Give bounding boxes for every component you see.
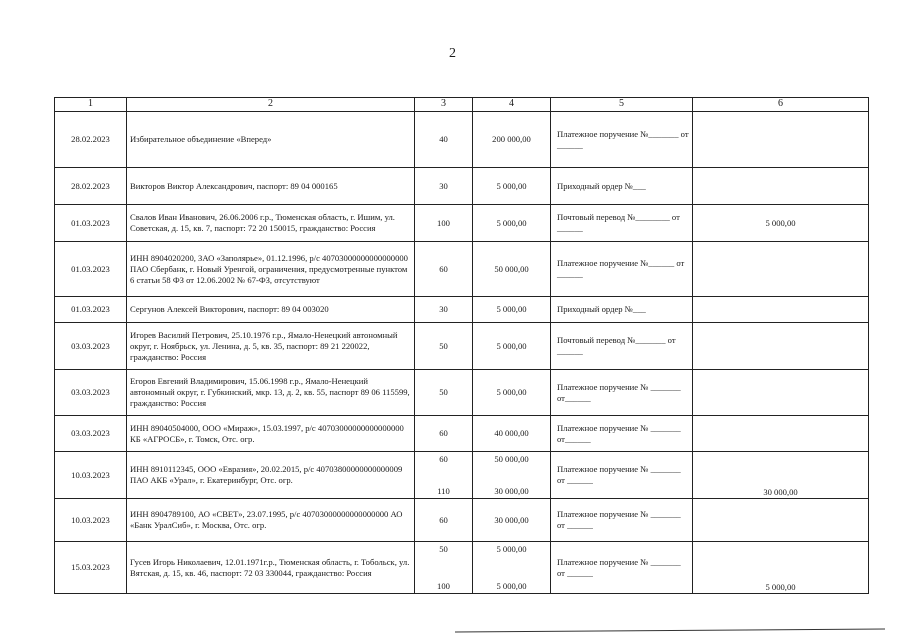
code-cell-value: 110	[437, 485, 450, 496]
code-cell: 50	[415, 370, 473, 416]
date-cell: 03.03.2023	[55, 416, 127, 452]
table-row	[55, 112, 869, 168]
ledger-header	[55, 98, 869, 112]
amount-cell-value: 30 000,00	[494, 485, 529, 496]
document-cell: Почтовый перевод №_______ от ______	[551, 323, 693, 370]
code-cell: 60	[415, 499, 473, 542]
table-row	[55, 542, 869, 594]
refund-cell	[693, 499, 869, 542]
code-cell: 50	[415, 323, 473, 370]
amount-cell: 5 000,00	[473, 297, 551, 323]
bottom-rule	[455, 628, 885, 632]
amount-cell-value: 5 000,00	[496, 580, 527, 591]
table-row	[55, 205, 869, 242]
col-header: 1	[55, 98, 127, 112]
table-row	[55, 499, 869, 542]
table-row	[55, 323, 869, 370]
refund-cell	[693, 242, 869, 297]
code-cell	[415, 452, 473, 499]
page-number: 2	[449, 46, 456, 61]
code-cell	[415, 542, 473, 594]
code-cell: 40	[415, 112, 473, 168]
contributor-cell: Избирательное объединение «Вперед»	[127, 112, 415, 168]
contributor-cell: ИНН 8910112345, ООО «Евразия», 20.02.2015, р/с 40703800000000000009 ПАО АКБ «Урал», г. Екатеринбург, Отс. огр.	[127, 452, 415, 499]
amount-cell: 30 000,00	[473, 499, 551, 542]
refund-cell	[693, 416, 869, 452]
amount-cell: 50 000,00	[473, 242, 551, 297]
table-row	[55, 297, 869, 323]
refund-cell: 5 000,00	[693, 542, 869, 594]
table-row	[55, 370, 869, 416]
code-cell: 100	[415, 205, 473, 242]
code-cell: 60	[415, 416, 473, 452]
contributor-cell: Егоров Евгений Владимирович, 15.06.1998 г.р., Ямало-Ненецкий автономный округ, г. Губкинский, мкр. 13, д. 2, кв. 55, паспорт 89 06 115599, гражданство: Россия	[127, 370, 415, 416]
amount-cell	[473, 452, 551, 499]
amount-cell: 5 000,00	[473, 205, 551, 242]
document-cell: Приходный ордер №___	[551, 168, 693, 205]
col-header: 6	[693, 98, 869, 112]
amount-cell	[473, 542, 551, 594]
amount-cell: 5 000,00	[473, 168, 551, 205]
document-cell: Платежное поручение № _______ от______	[551, 416, 693, 452]
date-cell: 01.03.2023	[55, 242, 127, 297]
refund-cell	[693, 323, 869, 370]
contributor-cell: ИНН 8904789100, АО «СВЕТ», 23.07.1995, р/с 40703000000000000000 АО «Банк УралСиб», г. Москва, Отс. огр.	[127, 499, 415, 542]
amount-cell: 40 000,00	[473, 416, 551, 452]
table-row	[55, 416, 869, 452]
date-cell: 15.03.2023	[55, 542, 127, 594]
date-cell: 28.02.2023	[55, 168, 127, 205]
date-cell: 10.03.2023	[55, 452, 127, 499]
table-row	[55, 452, 869, 499]
ledger-body	[55, 112, 869, 594]
col-header: 3	[415, 98, 473, 112]
document-cell: Платежное поручение № _______ от ______	[551, 499, 693, 542]
document-cell: Платежное поручение № _______ от ______	[551, 452, 693, 499]
refund-cell	[693, 112, 869, 168]
code-cell: 60	[415, 242, 473, 297]
table-row	[55, 242, 869, 297]
ledger-table	[54, 97, 869, 594]
refund-cell	[693, 370, 869, 416]
refund-cell: 30 000,00	[693, 452, 869, 499]
code-cell-value: 60	[439, 453, 448, 464]
amount-cell: 5 000,00	[473, 370, 551, 416]
amount-cell: 200 000,00	[473, 112, 551, 168]
col-header: 4	[473, 98, 551, 112]
contributor-cell: Сергунов Алексей Викторович, паспорт: 89 04 003020	[127, 297, 415, 323]
amount-cell-value: 50 000,00	[494, 453, 529, 464]
refund-cell	[693, 168, 869, 205]
contributor-cell: ИНН 8904020200, ЗАО «Заполярье», 01.12.1996, р/с 40703000000000000000 ПАО Сбербанк, г. Новый Уренгой, ограничения, предусмотренные пунктом 6 статьи 58 ФЗ от 12.06.2002 № 67-ФЗ, отсутствуют	[127, 242, 415, 297]
date-cell: 10.03.2023	[55, 499, 127, 542]
refund-cell: 5 000,00	[693, 205, 869, 242]
col-header: 2	[127, 98, 415, 112]
date-cell: 28.02.2023	[55, 112, 127, 168]
document-cell: Приходный ордер №___	[551, 297, 693, 323]
contributor-cell: Игорев Василий Петрович, 25.10.1976 г.р., Ямало-Ненецкий автономный округ, г. Ноябрьск, ул. Ленина, д. 5, кв. 35, паспорт: 89 21 220022, гражданство: Россия	[127, 323, 415, 370]
document-cell: Почтовый перевод №________ от ______	[551, 205, 693, 242]
contributor-cell: Гусев Игорь Николаевич, 12.01.1971г.р., Тюменская область, г. Тобольск, ул. Вятская, д. 15, кв. 46, паспорт: 72 03 330044, гражданство: Россия	[127, 542, 415, 594]
document-cell: Платежное поручение №______ от ______	[551, 242, 693, 297]
date-cell: 01.03.2023	[55, 205, 127, 242]
contributor-cell: ИНН 89040504000, ООО «Мираж», 15.03.1997, р/с 40703000000000000000 КБ «АГРОСБ», г. Томск, Отс. огр.	[127, 416, 415, 452]
code-cell-value: 100	[437, 580, 450, 591]
code-cell: 30	[415, 297, 473, 323]
date-cell: 03.03.2023	[55, 323, 127, 370]
code-cell: 30	[415, 168, 473, 205]
refund-cell	[693, 297, 869, 323]
date-cell: 03.03.2023	[55, 370, 127, 416]
table-row	[55, 168, 869, 205]
document-cell: Платежное поручение №_______ от ______	[551, 112, 693, 168]
amount-cell-value: 5 000,00	[496, 543, 527, 554]
date-cell: 01.03.2023	[55, 297, 127, 323]
amount-cell: 5 000,00	[473, 323, 551, 370]
contributor-cell: Викторов Виктор Александрович, паспорт: 89 04 000165	[127, 168, 415, 205]
code-cell-value: 50	[439, 543, 448, 554]
col-header: 5	[551, 98, 693, 112]
contributor-cell: Свалов Иван Иванович, 26.06.2006 г.р., Тюменская область, г. Ишим, ул. Советская, д. 15, кв. 7, паспорт: 72 20 150015, гражданство: Россия	[127, 205, 415, 242]
document-cell: Платежное поручение № _______ от ______	[551, 542, 693, 594]
document-cell: Платежное поручение № _______ от______	[551, 370, 693, 416]
